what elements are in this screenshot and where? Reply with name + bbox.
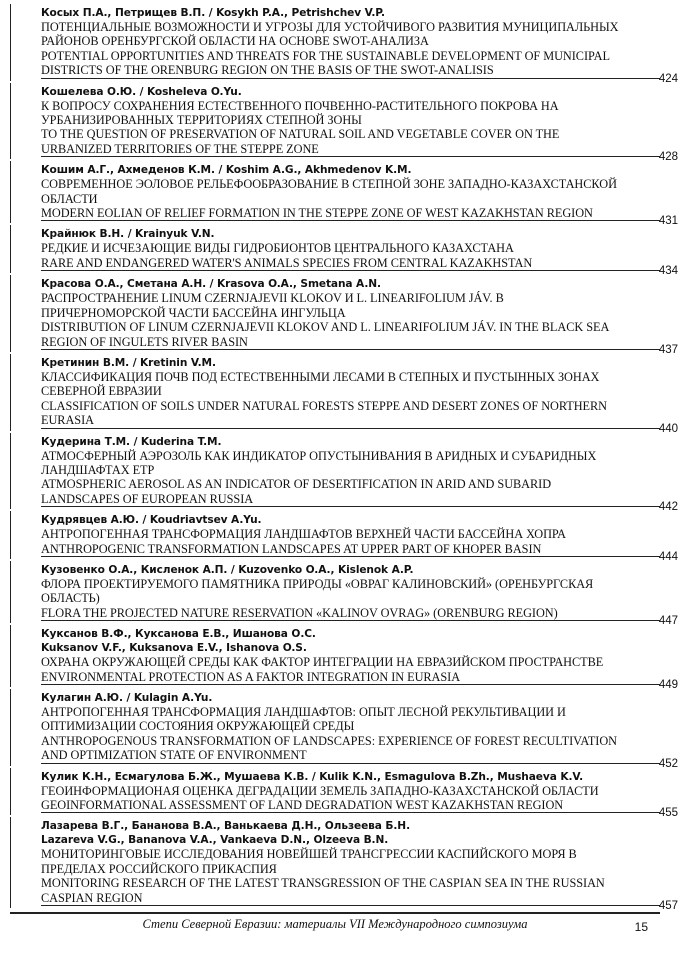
footer-title: Степи Северной Евразии: материалы VII Международного симпозиума — [142, 917, 528, 931]
entry-title-en: CLASSIFICATION OF SOILS UNDER NATURAL FORESTS STEPPE AND DESERT ZONES OF NORTHERN EURASIA — [41, 399, 660, 429]
entry-title-ru: РЕДКИЕ И ИСЧЕЗАЮЩИЕ ВИДЫ ГИДРОБИОНТОВ ЦЕНТРАЛЬНОГО КАЗАХСТАНА — [41, 241, 514, 256]
entry-title-en: ANTHROPOGENIC TRANSFORMATION LANDSCAPES AT UPPER PART OF KHOPER BASIN — [41, 542, 660, 557]
entry-page-number: 434 — [658, 265, 678, 278]
entry-title-en: ATMOSPHERIC AEROSOL AS AN INDICATOR OF DESERTIFICATION IN ARID AND SUBARID LANDSCAPES OF EUROPEAN RUSSIA — [41, 477, 660, 507]
toc-entry — [10, 161, 678, 228]
entry-authors: Кудерина Т.М. / Kuderina T.M. — [41, 435, 222, 448]
entry-page-number: 437 — [658, 343, 678, 356]
entry-title-ru: АНТРОПОГЕННАЯ ТРАНСФОРМАЦИЯ ЛАНДШАФТОВ: ОПЫТ ЛЕСНОЙ РЕКУЛЬТИВАЦИИ И ОПТИМИЗАЦИИ СОСТОЯНИЯ ОКРУЖАЮЩЕЙ СРЕДЫ — [41, 705, 566, 734]
entry-title-ru: КЛАССИФИКАЦИЯ ПОЧВ ПОД ЕСТЕСТВЕННЫМИ ЛЕСАМИ В СТЕПНЫХ И ПУСТЫННЫХ ЗОНАХ СЕВЕРНОЙ ЕВРАЗИИ — [41, 369, 600, 399]
entry-authors: Лазарева В.Г., Бананова В.А., Ванькаева Д.Н., Ользеева Б.Н. — [41, 820, 410, 833]
toc-entry — [10, 354, 678, 435]
entry-title-ru: ГЕОИНФОРМАЦИОНАЯ ОЦЕНКА ДЕГРАДАЦИИ ЗЕМЕЛЬ ЗАПАДНО-КАЗАХСТАНСКОЙ ОБЛАСТИ — [41, 783, 599, 798]
entry-page-number: 444 — [658, 550, 678, 563]
page-footer — [10, 912, 660, 932]
entry-title-en: ANTHROPOGENOUS TRANSFORMATION OF LANDSCAPES: EXPERIENCE OF FOREST RECULTIVATION AND OPTIMIZATION STATE OF ENVIRONMENT — [41, 734, 660, 764]
entry-authors: Кулагин А.Ю. / Kulagin A.Yu. — [41, 692, 213, 704]
entry-authors-latin: Lazareva V.G., Bananova V.A., Vankaeva D.N., Olzeeva B.N. — [41, 834, 389, 847]
entry-authors: Кулик К.Н., Есмагулова Б.Ж., Мушаева К.В. / Kulik K.N., Esmagulova B.Zh., Mushaeva K.V. — [41, 770, 584, 783]
toc-entry — [10, 625, 678, 691]
toc-entry — [10, 275, 678, 356]
entry-title-en: GEOINFORMATIONAL ASSESSMENT OF LAND DEGRADATION WEST KAZAKHSTAN REGION — [41, 798, 660, 813]
toc-entry — [10, 511, 678, 563]
entry-authors: Кошим А.Г., Ахмеденов К.М. / Koshim A.G., Akhmedenov K.M. — [41, 164, 412, 177]
entry-title-en: MONITORING RESEARCH OF THE LATEST TRANSGRESSION OF THE CASPIAN SEA IN THE RUSSIAN CASPIAN REGION — [41, 876, 660, 906]
entry-authors: Куксанов В.Ф., Куксанова Е.В., Ишанова О.С. — [41, 628, 316, 641]
entry-page-number: 431 — [658, 215, 678, 228]
entry-authors: Кретинин В.М. / Kretinin V.M. — [41, 356, 216, 369]
entry-authors: Кузовенко О.А., Кисленок А.П. / Kuzovenko O.A., Kislenok A.P. — [41, 563, 414, 576]
entry-title-en: ENVIRONMENTAL PROTECTION AS A FAKTOR INTEGRATION IN EURASIA — [41, 670, 660, 685]
entry-page-number: 452 — [658, 757, 678, 770]
toc-entry — [10, 4, 678, 85]
entry-page-number: 442 — [658, 501, 678, 514]
toc-entry — [10, 561, 678, 628]
entry-title-ru: АНТРОПОГЕННАЯ ТРАНСФОРМАЦИЯ ЛАНДШАФТОВ ВЕРХНЕЙ ЧАСТИ БАССЕЙНА ХОПРА — [41, 527, 566, 542]
entry-page-number: 440 — [658, 422, 678, 435]
entry-authors-latin: Kuksanov V.F., Kuksanova E.V., Ishanova O.S. — [41, 642, 307, 655]
entry-title-ru: АТМОСФЕРНЫЙ АЭРОЗОЛЬ КАК ИНДИКАТОР ОПУСТЫНИВАНИЯ В АРИДНЫХ И СУБАРИДНЫХ ЛАНДШАФТАХ ЕТР — [41, 448, 597, 477]
entry-page-number: 447 — [658, 615, 678, 628]
entry-title-ru: РАСПРОСТРАНЕНИЕ LINUM CZERNJAJEVII KLOKOV И L. LINEARIFOLIUM JÁV. В ПРИЧЕРНОМОРСКОЙ ЧАСТИ БАССЕЙНА ИНГУЛЬЦА — [41, 291, 504, 320]
entry-title-en: RARE AND ENDANGERED WATER'S ANIMALS SPECIES FROM CENTRAL KAZAKHSTAN — [41, 256, 660, 271]
entry-title-ru: СОВРЕМЕННОЕ ЭОЛОВОЕ РЕЛЬЕФООБРАЗОВАНИЕ В СТЕПНОЙ ЗОНЕ ЗАПАДНО-КАЗАХСТАНСКОЙ ОБЛАСТИ — [41, 177, 617, 206]
entry-title-ru: К ВОПРОСУ СОХРАНЕНИЯ ЕСТЕСТВЕННОГО ПОЧВЕННО-РАСТИТЕЛЬНОГО ПОКРОВА НА УРБАНИЗИРОВАННЫХ ТЕРРИТОРИЯХ СТЕПНОЙ ЗОНЫ — [41, 98, 559, 128]
toc-entry — [10, 817, 678, 913]
toc-entry — [10, 689, 678, 770]
entry-title-ru: ПОТЕНЦИАЛЬНЫЕ ВОЗМОЖНОСТИ И УГРОЗЫ ДЛЯ УСТОЙЧИВОГО РАЗВИТИЯ МУНИЦИПАЛЬНЫХ РАЙОНОВ ОРЕНБУРГСКОЙ ОБЛАСТИ НА ОСНОВЕ SWOT-АНАЛИЗА — [41, 20, 619, 49]
entry-title-en: TO THE QUESTION OF PRESERVATION OF NATURAL SOIL AND VEGETABLE COVER ON THE URBANIZED TERRITORIES OF THE STEPPE ZONE — [41, 127, 660, 157]
entry-page-number: 455 — [658, 807, 678, 820]
entry-page-number: 449 — [658, 679, 678, 691]
entry-title-en: MODERN EOLIAN OF RELIEF FORMATION IN THE STEPPE ZONE OF WEST KAZAKHSTAN REGION — [41, 206, 660, 221]
entry-title-en: FLORA THE PROJECTED NATURE RESERVATION «KALINOV OVRAG» (ORENBURG REGION) — [41, 606, 660, 621]
entry-page-number: 428 — [658, 151, 678, 164]
entry-page-number: 457 — [658, 900, 678, 913]
entry-authors: Косых П.А., Петрищев В.П. / Kosykh P.A., Petrishchev V.P. — [41, 7, 385, 19]
footer-page-number: 15 — [634, 920, 648, 934]
entry-title-en: DISTRIBUTION OF LINUM CZERNJAJEVII KLOKOV AND L. LINEARIFOLIUM JÁV. IN THE BLACK SEA REGION OF INGULETS RIVER BASIN — [41, 320, 660, 350]
entry-title-ru: ОХРАНА ОКРУЖАЮЩЕЙ СРЕДЫ КАК ФАКТОР ИНТЕГРАЦИИ НА ЕВРАЗИЙСКОМ ПРОСТРАНСТВЕ — [41, 655, 604, 670]
entry-page-number: 424 — [658, 72, 678, 85]
entry-title-ru: ФЛОРА ПРОЕКТИРУЕМОГО ПАМЯТНИКА ПРИРОДЫ «ОВРАГ КАЛИНОВСКИЙ» (ОРЕНБУРГСКАЯ ОБЛАСТЬ) — [41, 576, 594, 606]
entry-authors: Красова О.А., Сметана А.Н. / Krasova O.A., Smetana A.N. — [41, 278, 381, 291]
table-of-contents — [10, 4, 678, 913]
entry-title-en: POTENTIAL OPPORTUNITIES AND THREATS FOR THE SUSTAINABLE DEVELOPMENT OF MUNICIPAL DISTRICTS OF THE ORENBURG REGION ON THE BASIS OF THE SWOT-ANALISIS — [41, 49, 660, 79]
entry-authors: Кошелева О.Ю. / Kosheleva O.Yu. — [41, 85, 242, 98]
entry-title-ru: МОНИТОРИНГОВЫЕ ИССЛЕДОВАНИЯ НОВЕЙШЕЙ ТРАНСГРЕССИИ КАСПИЙСКОГО МОРЯ В ПРЕДЕЛАХ РОССИЙСКОГО ПРИКАСПИЯ — [41, 847, 577, 876]
entry-authors: Крайнюк В.Н. / Krainyuk V.N. — [41, 228, 215, 241]
toc-entry — [10, 768, 678, 820]
toc-entry — [10, 225, 678, 278]
toc-entry — [10, 433, 678, 514]
toc-entry — [10, 83, 678, 164]
entry-authors: Кудрявцев А.Ю. / Koudriavtsev A.Yu. — [41, 514, 262, 527]
